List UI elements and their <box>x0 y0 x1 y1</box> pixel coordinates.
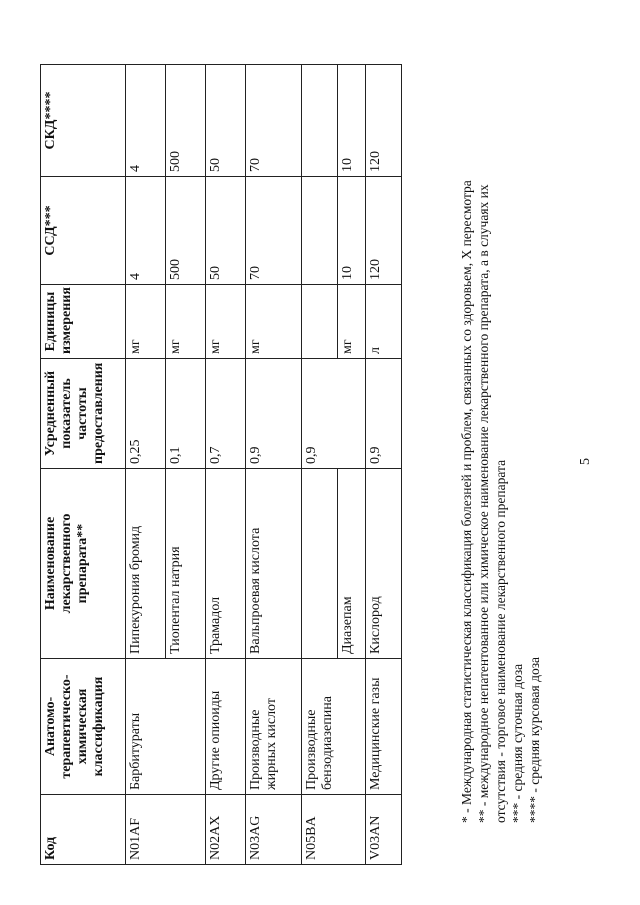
cell-ssd: 120 <box>366 177 402 285</box>
cell-atc: Медицинские газы <box>366 659 402 795</box>
cell-drug: Диазепам <box>338 469 366 659</box>
cell-ssd: 70 <box>246 177 302 285</box>
footnote: * - Международная статистическая классификация болезней и проблем, связанных со здоровьем, X пересмотра <box>459 180 474 823</box>
header-drug: Наименование лекарственного препарата** <box>41 469 126 659</box>
cell-skd: 50 <box>206 65 246 177</box>
cell-freq: 0,25 <box>126 359 166 469</box>
cell-drug: Пипекурония бромид <box>126 469 166 659</box>
footnote: отсутствия - торговое наименование лекарственного препарата <box>493 459 508 823</box>
table-row <box>366 65 402 865</box>
cell-freq: 0,1 <box>166 359 206 469</box>
cell-unit: мг <box>338 285 366 359</box>
cell-code: N03AG <box>246 795 302 865</box>
cell-unit: мг <box>166 285 206 359</box>
footnote: ** - международное непатентованное или химическое наименование лекарственного препарата, а в случаях их <box>476 184 491 823</box>
table-row <box>246 65 302 865</box>
cell-freq: 0,9 <box>366 359 402 469</box>
table-header-row <box>41 65 126 865</box>
header-unit: Единицы измерения <box>41 285 126 359</box>
cell-freq: 0,9 <box>302 359 338 469</box>
cell-empty <box>302 65 338 177</box>
cell-empty <box>302 177 338 285</box>
table-row <box>302 65 338 865</box>
cell-ssd: 50 <box>206 177 246 285</box>
cell-unit: л <box>366 285 402 359</box>
table-row <box>206 65 246 865</box>
cell-code: N02AX <box>206 795 246 865</box>
cell-skd: 500 <box>166 65 206 177</box>
table-row <box>126 65 166 865</box>
footnote: *** - средняя суточная доза <box>510 663 525 823</box>
cell-drug: Кислород <box>366 469 402 659</box>
cell-atc: Другие опиоиды <box>206 659 246 795</box>
cell-atc: Производные жирных кислот <box>246 659 302 795</box>
cell-ssd: 4 <box>126 177 166 285</box>
cell-skd: 10 <box>338 65 366 177</box>
cell-ssd: 500 <box>166 177 206 285</box>
header-atc: Анатомо-терапевтическо-химическая классификация <box>41 659 126 795</box>
footnotes <box>458 63 543 823</box>
cell-empty <box>302 285 338 359</box>
cell-skd: 70 <box>246 65 302 177</box>
cell-code: N05BA <box>302 795 366 865</box>
page-number: 5 <box>578 458 593 465</box>
cell-skd: 4 <box>126 65 166 177</box>
cell-unit: мг <box>126 285 166 359</box>
cell-unit: мг <box>206 285 246 359</box>
header-code: Код <box>41 795 126 865</box>
header-freq: Усредненный показатель частоты предоставления <box>41 359 126 469</box>
cell-empty <box>302 469 338 659</box>
cell-drug: Вальпроевая кислота <box>246 469 302 659</box>
cell-empty <box>338 359 366 469</box>
cell-skd: 120 <box>366 65 402 177</box>
cell-atc: Производные бензодиазепина <box>302 659 366 795</box>
cell-unit: мг <box>246 285 302 359</box>
footnote: **** - средняя курсовая доза <box>527 656 542 823</box>
cell-drug: Трамадол <box>206 469 246 659</box>
cell-code: N01AF <box>126 795 206 865</box>
drug-table <box>40 64 402 865</box>
header-skd: СКД**** <box>41 65 126 177</box>
cell-freq: 0,9 <box>246 359 302 469</box>
cell-drug: Тиопентал натрия <box>166 469 206 659</box>
cell-ssd: 10 <box>338 177 366 285</box>
cell-freq: 0,7 <box>206 359 246 469</box>
cell-atc: Барбитураты <box>126 659 206 795</box>
cell-code: V03AN <box>366 795 402 865</box>
header-ssd: ССД*** <box>41 177 126 285</box>
